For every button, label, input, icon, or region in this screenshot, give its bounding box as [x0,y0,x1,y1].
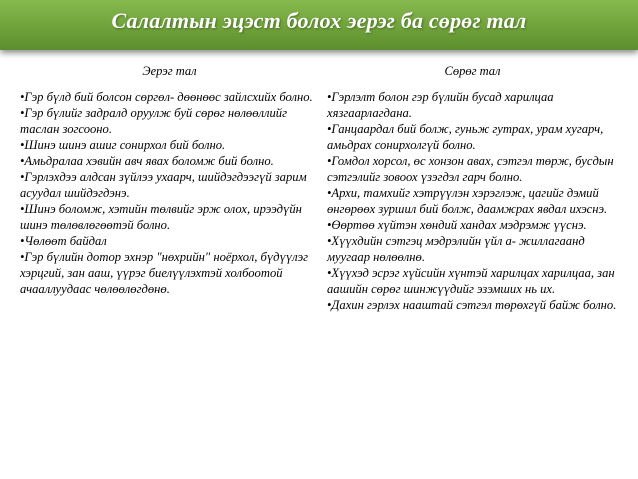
negative-item: •Архи, тамхийг хэтрүүлэн хэрэглэж, цагийг дэмий өнгөрөөх зуршил бий болж, даамжрах явдал ихэснэ. [327,186,608,216]
positive-item: •Гэр бүлд бий болсон сөргөл- дөөнөөс зайлсхийх болно. [20,90,313,104]
negative-item: •Өөртөө хүйтэн хөндий хандах мэдрэмж үүснэ. [327,218,587,232]
header-row [20,62,618,89]
negative-item: •Гэрлэлт болон гэр бүлийн бусад харилцаа хязгаарлагдана. [327,90,554,120]
slide-title: Салалтын эцэст болох эерэг ба сөрөг тал [111,8,527,33]
negative-column [327,89,618,313]
positive-item: •Гэрлэхдээ алдсан зүйлээ ухаарч, шийдэгдээгүй зарим асуудал шийдэгдэнэ. [20,170,307,200]
positive-item: •Шинэ боломж, хэтийн төлвийг эрж олох, ирээдүйн шинэ төлөвлөгөөтэй болно. [20,202,302,232]
negative-item: •Хүүхэд эсрэг хүйсийн хүнтэй харилцах харилцаа, зан аашийн сөрөг шинжүүдийг эзэмших нь их. [327,266,615,296]
positive-header: Эерэг тал [142,64,197,78]
positive-item: •Шинэ шинэ ашиг сонирхол бий болно. [20,138,226,152]
comparison-table [20,62,618,313]
positive-item: •Гэр бүлийн дотор эхнэр "нөхрийн" ноёрхол, бүдүүлэг хэрцгий, зан ааш, үүрэг биелүүлэхтэй холбоотой ачааллуудаас чөлөөлөгдөнө. [20,250,309,296]
positive-item: •Чөлөөт байдал [20,234,107,248]
positive-item: •Амьдралаа хэвийн авч явах боломж бий болно. [20,154,274,168]
negative-item: •Ганцаардал бий болж, гуньж гутрах, урам хугарч, амьдрах сонирхолгүй болно. [327,122,604,152]
negative-item: •Дахин гэрлэх нааштай сэтгэл төрөхгүй байж болно. [327,298,617,312]
positive-item: •Гэр бүлийг задралд оруулж буй сөрөг нөлөөллийг таслан зогсооно. [20,106,288,136]
negative-item: •Хүүхдийн сэтгэц мэдрэлийн үйл а- жиллагаанд муугаар нөлөөлнө. [327,234,585,264]
negative-item: •Гомдол хорсол, өс хонзон авах, сэтгэл төрж, бусдын сэтгэлийг зовоох үзэгдэл гарч болно. [327,154,614,184]
negative-header: Сөрөг тал [444,64,501,78]
positive-column [20,89,327,313]
content-row [20,89,618,313]
